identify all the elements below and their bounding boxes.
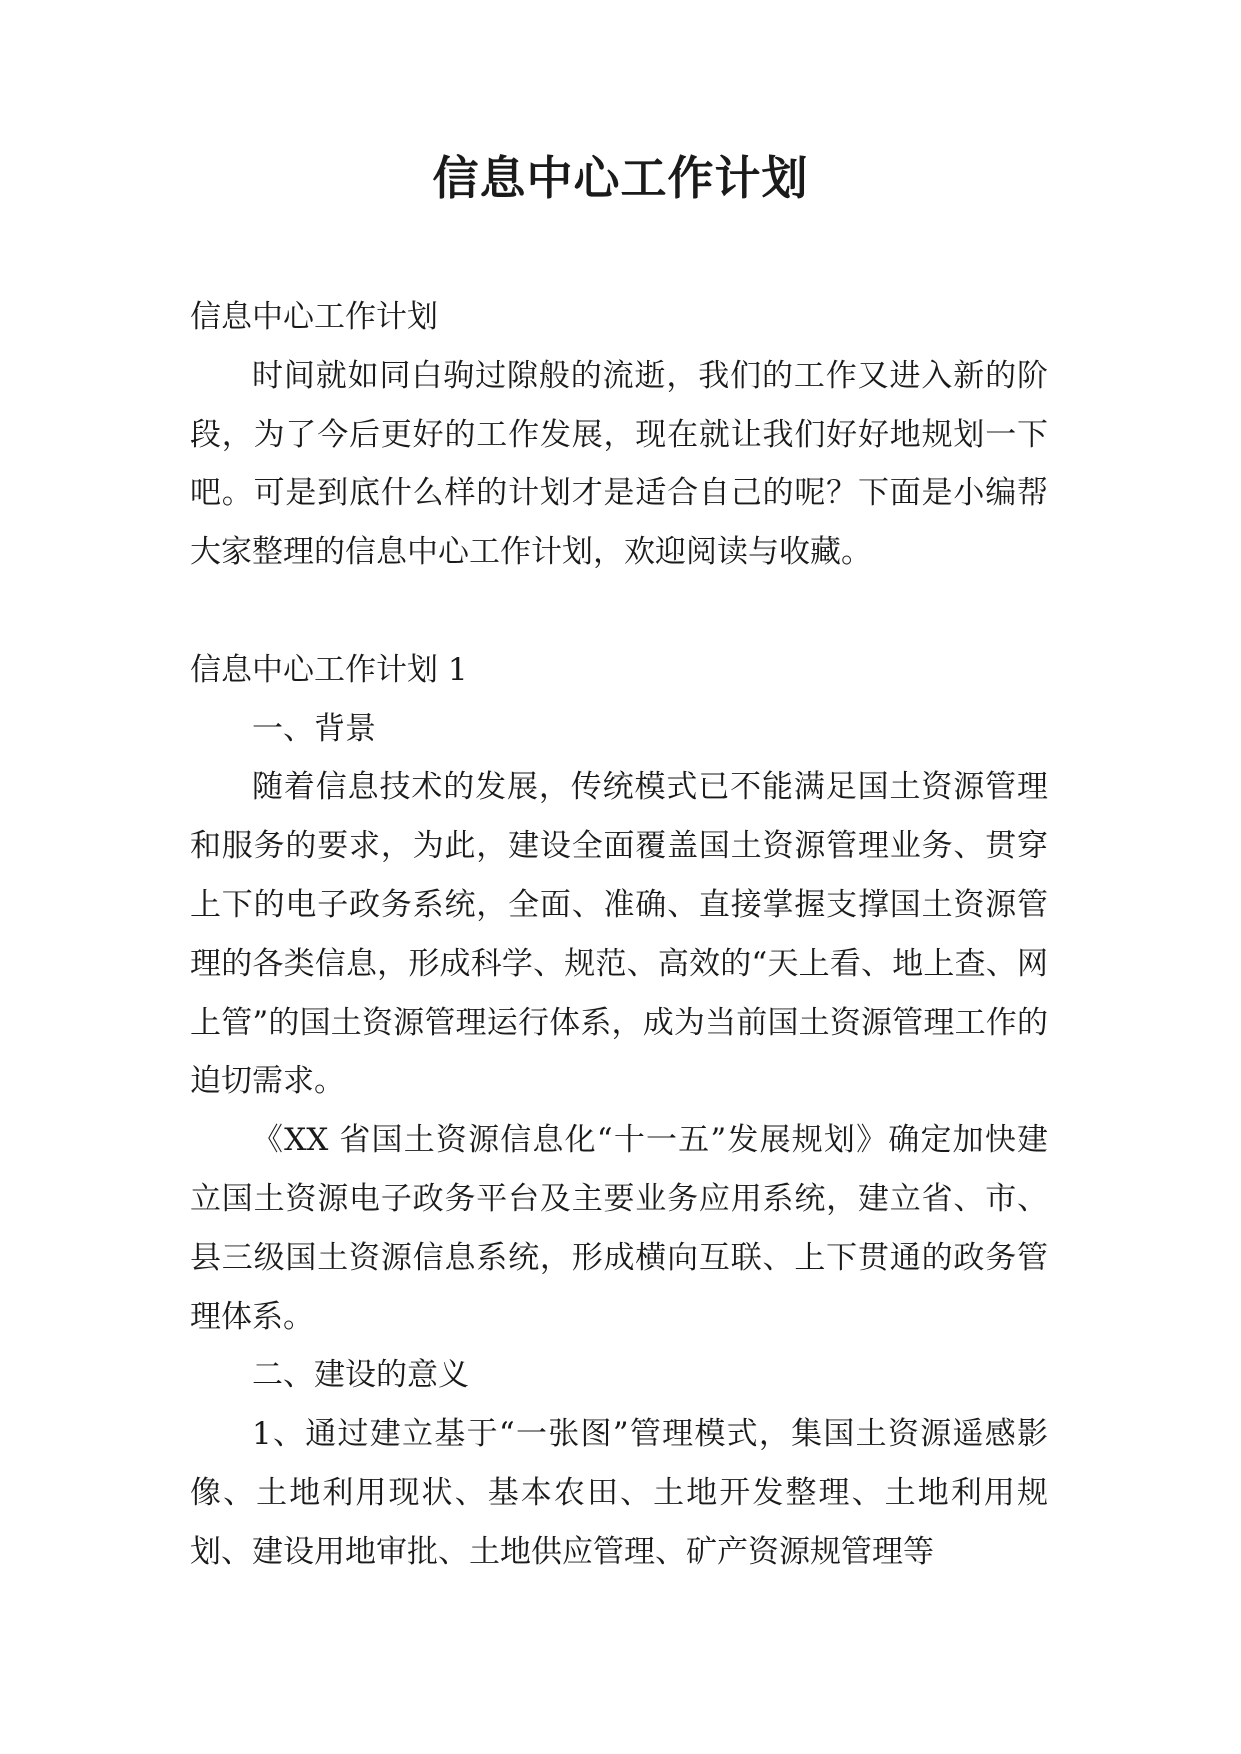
paragraph-significance-1: 1、通过建立基于“一张图”管理模式，集国土资源遥感影像、土地利用现状、基本农田、土地开发整理、土地利用规划、建设用地审批、土地供应管理、矿产资源规管理等 [190, 1416, 1048, 1570]
paragraph-intro: 时间就如同白驹过隙般的流逝，我们的工作又进入新的阶段，为了今后更好的工作发展，现在就让我们好好地规划一下吧。可是到底什么样的计划才是适合自己的呢？下面是小编帮大家整理的信息中心工作计划，欢迎阅读与收藏。 [190, 357, 1048, 571]
paragraph-subtitle: 信息中心工作计划 [190, 299, 438, 335]
document-body [190, 288, 1048, 1582]
section-heading-plan-1: 信息中心工作计划 1 [190, 651, 468, 688]
subheading-significance: 二、建设的意义 [252, 1357, 469, 1394]
document-title: 信息中心工作计划 [432, 151, 809, 205]
subheading-background: 一、背景 [252, 710, 376, 747]
paragraph-background-1: 随着信息技术的发展，传统模式已不能满足国土资源管理和服务的要求，为此，建设全面覆盖国土资源管理业务、贯穿上下的电子政务系统，全面、准确、直接掌握支撑国土资源管理的各类信息，形成科学、规范、高效的“天上看、地上查、网上管”的国土资源管理运行体系，成为当前国土资源管理工作的迫切需求。 [190, 769, 1048, 1100]
paragraph-background-2: 《XX 省国土资源信息化“十一五”发展规划》确定加快建立国土资源电子政务平台及主要业务应用系统，建立省、市、县三级国土资源信息系统，形成横向互联、上下贯通的政务管理体系。 [190, 1122, 1048, 1335]
